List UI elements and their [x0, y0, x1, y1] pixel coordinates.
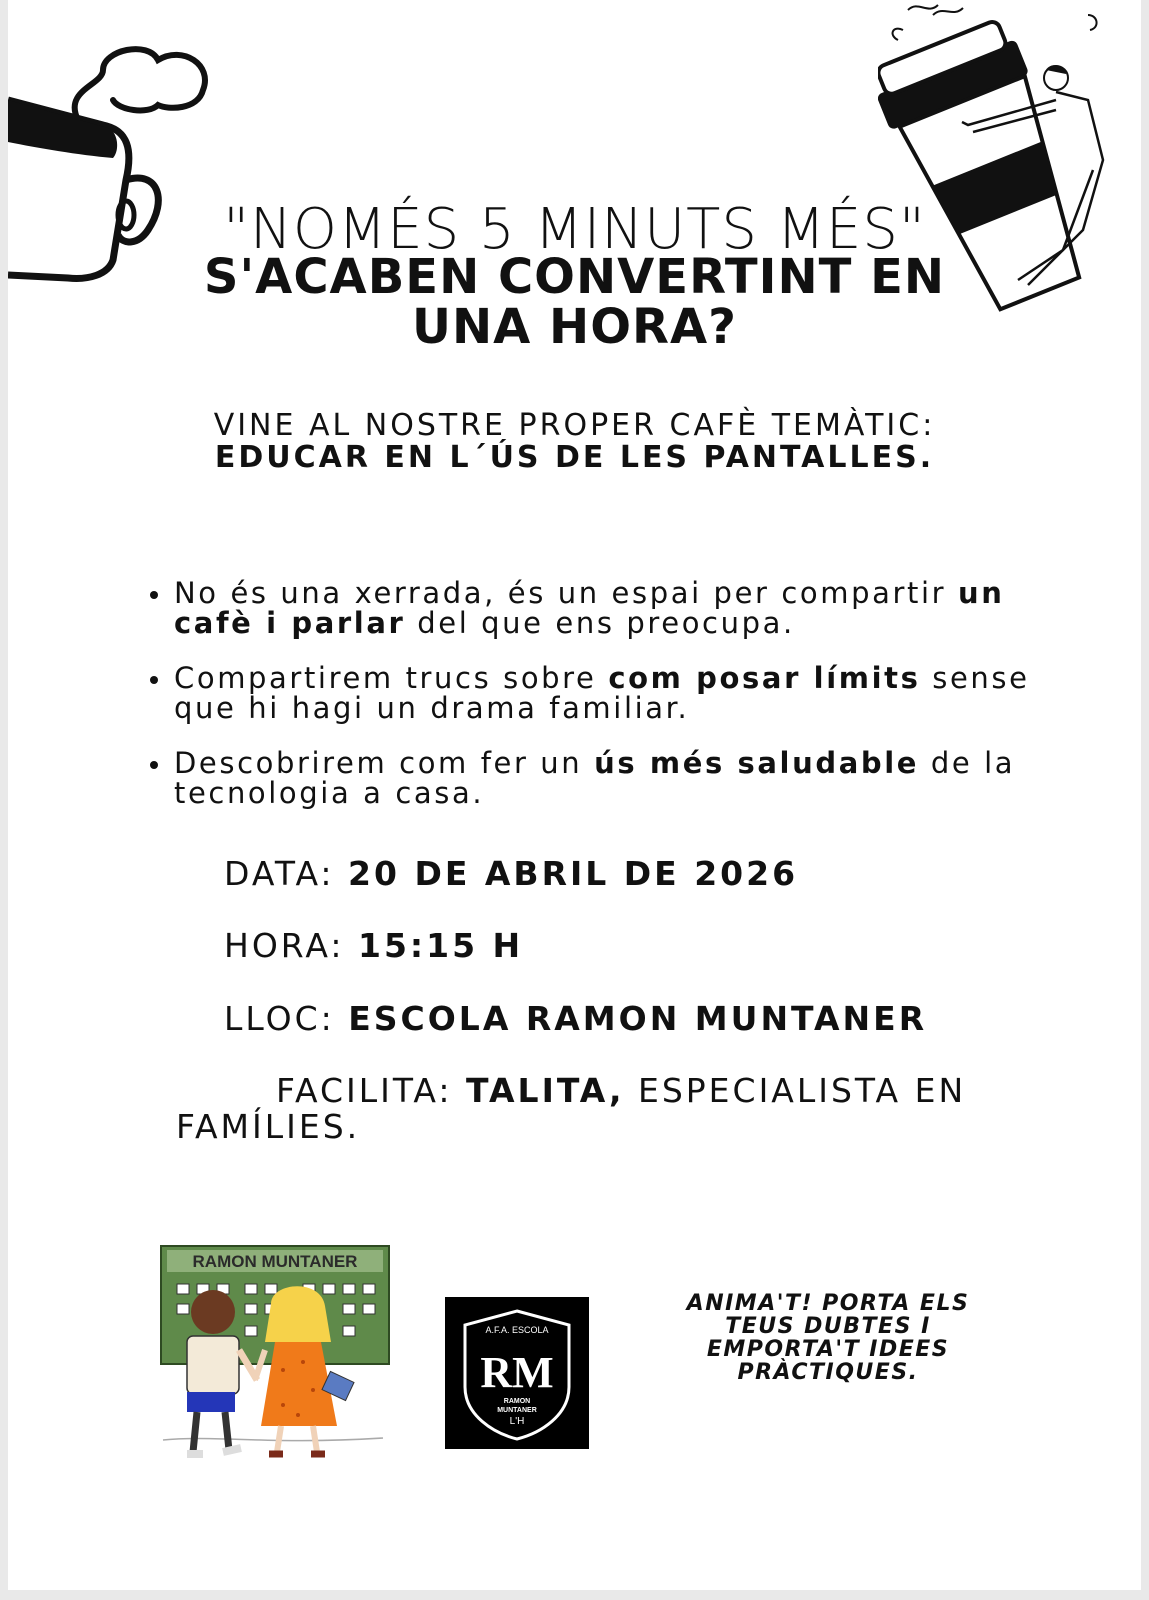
place-label: LLOC: — [224, 999, 349, 1038]
list-item: Descobrirem com fer un ús més saludable de la tecnologia a casa. — [148, 748, 1048, 808]
call-to-action: ANIMA'T! PORTA ELS TEUS DUBTES I EMPORTA'T IDEES PRÀCTIQUES. — [686, 1291, 970, 1385]
event-place — [224, 1001, 927, 1037]
school-sign: RAMON MUNTANER — [192, 1252, 358, 1271]
event-time — [224, 928, 523, 964]
date-label: DATA: — [224, 854, 349, 893]
date-value: 20 DE ABRIL DE 2026 — [348, 854, 799, 893]
main-heading-line-2: UNA HORA? — [412, 299, 737, 355]
list-item: No és una xerrada, és un espai per compartir un cafè i parlar del que ens preocupa. — [148, 578, 1048, 638]
school-children-drawing — [153, 1240, 393, 1475]
facilitator-role: ESPECIALISTA EN FAMÍLIES. — [176, 1071, 967, 1146]
time-value: 15:15 H — [357, 926, 524, 965]
main-heading — [8, 249, 1141, 355]
flyer-page — [8, 0, 1141, 1590]
bullet-list — [148, 578, 1048, 833]
afa-logo-line-3: L'H — [509, 1416, 525, 1427]
place-value: ESCOLA RAMON MUNTANER — [348, 999, 928, 1038]
event-date — [224, 856, 798, 892]
intro-topic: EDUCAR EN L´ÚS DE LES PANTALLES. — [214, 440, 935, 475]
event-facilitator — [176, 1073, 976, 1145]
intro-text — [8, 410, 1141, 474]
afa-logo — [445, 1297, 589, 1449]
afa-logo-line-2: MUNTANER — [497, 1407, 537, 1414]
quote-heading: "NOMÉS 5 MINUTS MÉS" — [223, 197, 926, 262]
intro-line-1: VINE AL NOSTRE PROPER CAFÈ TEMÀTIC: — [213, 408, 936, 443]
main-heading-line-1: S'ACABEN CONVERTINT EN — [203, 249, 946, 305]
afa-logo-line-1: RAMON — [503, 1398, 531, 1405]
time-label: HORA: — [224, 926, 358, 965]
facilitator-name: TALITA, — [466, 1071, 625, 1110]
afa-logo-initials: RM — [480, 1348, 554, 1397]
afa-logo-top: A.F.A. ESCOLA — [485, 1325, 549, 1335]
facilitator-label: FACILITA: — [276, 1071, 467, 1110]
list-item: Compartirem trucs sobre com posar límits sense que hi hagi un drama familiar. — [148, 663, 1048, 723]
